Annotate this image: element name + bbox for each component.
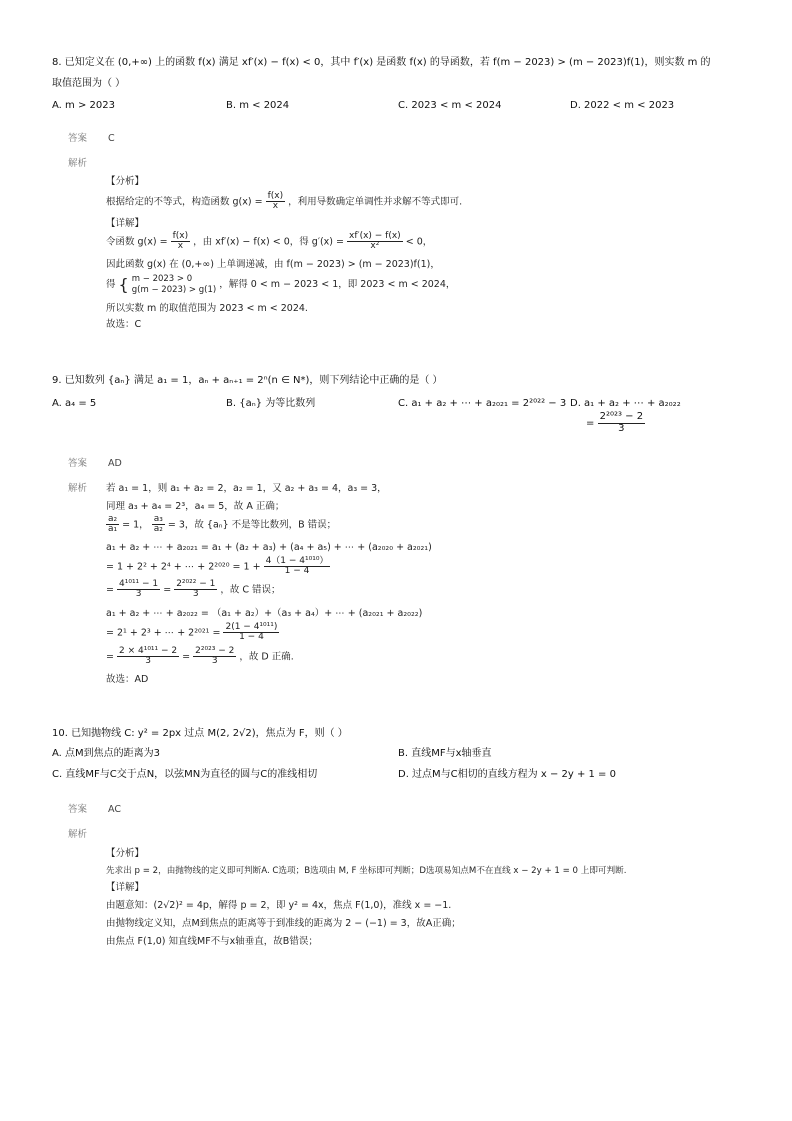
q10-stem: 10. 已知抛物线 C: y² = 2px 过点 M(2, 2√2)，焦点为 F，则（ ） <box>52 728 348 739</box>
q10-solution-line2: 由抛物线定义知，点M到焦点的距离等于到准线的距离为 2 − (−1) = 3，故A正确； <box>106 918 461 929</box>
q10-fenxi-text: 先求出 p = 2，由抛物线的定义即可判断A. C选项；B选项由 M, F 坐标即可判断；D选项易知点M不在直线 x − 2y + 1 = 0 上即可判断. <box>106 866 627 876</box>
q10-fenxi-heading: 【分析】 <box>106 848 145 859</box>
q9-solution-line6: = $\frac{\text{4¹⁰¹¹ − 1}}{3}$ = $\frac{\text{2²⁰²² − 1}}{3}$ ，故 C 错误； <box>106 579 281 600</box>
q10-option-a: A. 点M到焦点的距离为3 <box>52 748 161 759</box>
q9-solution-line10: 故选：AD <box>106 674 149 685</box>
q9-solution-line9: = $\frac{\text{2 × 4¹⁰¹¹ − 2}}{3}$ = $\frac{\text{2²⁰²³ − 2}}{3}$ ，故 D 正确. <box>106 646 294 667</box>
q9-answer-label: 答案 <box>68 458 88 469</box>
q8-solution-line5: 故选：C <box>106 319 142 330</box>
q8-stem-line2: 取值范围为（ ） <box>52 78 126 89</box>
q8-stem: 8. 已知定义在 (0,+∞) 上的函数 f(x) 满足 xf′(x) − f(x) < 0，其中 f′(x) 是函数 f(x) 的导函数，若 f(m − 2023) > (m − 2023)f(1)，则实数 m 的 <box>52 57 711 68</box>
q10-solution-line1: 由题意知：(2√2)² = 4p，解得 p = 2，即 y² = 4x，焦点 F(1,0)，准线 x = −1. <box>106 900 452 911</box>
q9-answer: AD <box>108 458 122 469</box>
q9-option-a: A. a₄ = 5 <box>52 398 97 409</box>
q10-analysis-label: 解析 <box>68 829 88 840</box>
q8-answer: C <box>108 133 115 144</box>
q9-option-b: B. {aₙ} 为等比数列 <box>226 398 316 409</box>
q10-solution-line3: 由焦点 F(1,0) 知直线MF不与x轴垂直，故B错误； <box>106 936 318 947</box>
q10-option-d: D. 过点M与C相切的直线方程为 x − 2y + 1 = 0 <box>398 769 616 780</box>
q9-solution-line7: a₁ + a₂ + ⋯ + a₂₀₂₂ = （a₁ + a₂）+（a₃ + a₄）+ ⋯ + (a₂₀₂₁ + a₂₀₂₂) <box>106 608 423 619</box>
q9-option-d: D. a₁ + a₂ + ⋯ + a₂₀₂₂ <box>570 398 681 409</box>
q9-solution-line5: = 1 + 2² + 2⁴ + ⋯ + 2²⁰²⁰ = 1 + $\frac{\text{4（1 − 4¹⁰¹⁰）}}{1 - 4}$ <box>106 556 329 577</box>
q8-xiangjie-heading: 【详解】 <box>106 218 145 229</box>
q10-option-c: C. 直线MF与C交于点N，以弦MN为直径的圆与C的准线相切 <box>52 769 318 780</box>
q8-solution-line2: 因此函数 g(x) 在 (0,+∞) 上单调递减，由 f(m − 2023) > (m − 2023)f(1)， <box>106 259 440 270</box>
q9-option-d-value: = $\frac{\text{2²⁰²³ − 2}}{3}$ <box>586 411 644 434</box>
q8-solution-line3: 得 { m − 2023 > 0 g(m − 2023) > g(1) ，解得 0 < m − 2023 < 1，即 2023 < m < 2024， <box>106 274 456 295</box>
q10-answer: AC <box>108 804 121 815</box>
q8-option-b: B. m < 2024 <box>226 100 290 111</box>
q9-stem: 9. 已知数列 {aₙ} 满足 a₁ = 1，aₙ + aₙ₊₁ = 2ⁿ(n ∈ N*)，则下列结论中正确的是（ ） <box>52 375 443 386</box>
q10-answer-label: 答案 <box>68 804 88 815</box>
q8-fenxi-heading: 【分析】 <box>106 176 145 187</box>
q10-xiangjie-heading: 【详解】 <box>106 882 145 893</box>
q8-option-d: D. 2022 < m < 2023 <box>570 100 675 111</box>
q9-solution-line4: a₁ + a₂ + ⋯ + a₂₀₂₁ = a₁ + (a₂ + a₃) + (a₄ + a₅) + ⋯ + (a₂₀₂₀ + a₂₀₂₁) <box>106 542 432 553</box>
q8-fenxi-text: 根据给定的不等式，构造函数 g(x) = $\frac{f(x)}{x}$ ，利用导数确定单调性并求解不等式即可. <box>106 191 463 212</box>
q8-analysis-label: 解析 <box>68 158 88 169</box>
q9-solution-line2: 同理 a₃ + a₄ = 2³，a₄ = 5，故 A 正确； <box>106 501 285 512</box>
q8-option-a: A. m > 2023 <box>52 100 115 111</box>
q9-solution-line8: = 2¹ + 2³ + ⋯ + 2²⁰²¹ = $\frac{\text{2(1 − 4¹⁰¹¹)}}{1 - 4}$ <box>106 622 278 643</box>
q9-analysis-label: 解析 <box>68 483 88 494</box>
q9-solution-line3: $\frac{\text{a₂}}{\text{a₁}}$ = 1， $\frac{\text{a₃}}{\text{a₂}}$ = 3，故 {aₙ} 不是等比数列，B 错误； <box>108 514 337 535</box>
q9-solution-line1: 若 a₁ = 1，则 a₁ + a₂ = 2，a₂ = 1，又 a₂ + a₃ = 4，a₃ = 3， <box>106 483 387 494</box>
q8-solution-line1: 令函数 g(x) = $\frac{f(x)}{x}$ ，由 xf′(x) − f(x) < 0，得 g′(x) = $\frac{xf'(x) - f(x)}{\text{x²}}$ < 0， <box>106 231 433 252</box>
q9-option-c: C. a₁ + a₂ + ⋯ + a₂₀₂₁ = 2²⁰²² − 3 <box>398 398 567 409</box>
q8-answer-label: 答案 <box>68 133 88 144</box>
q8-option-c: C. 2023 < m < 2024 <box>398 100 502 111</box>
q10-option-b: B. 直线MF与x轴垂直 <box>398 748 492 759</box>
q8-solution-line4: 所以实数 m 的取值范围为 2023 < m < 2024. <box>106 303 308 314</box>
